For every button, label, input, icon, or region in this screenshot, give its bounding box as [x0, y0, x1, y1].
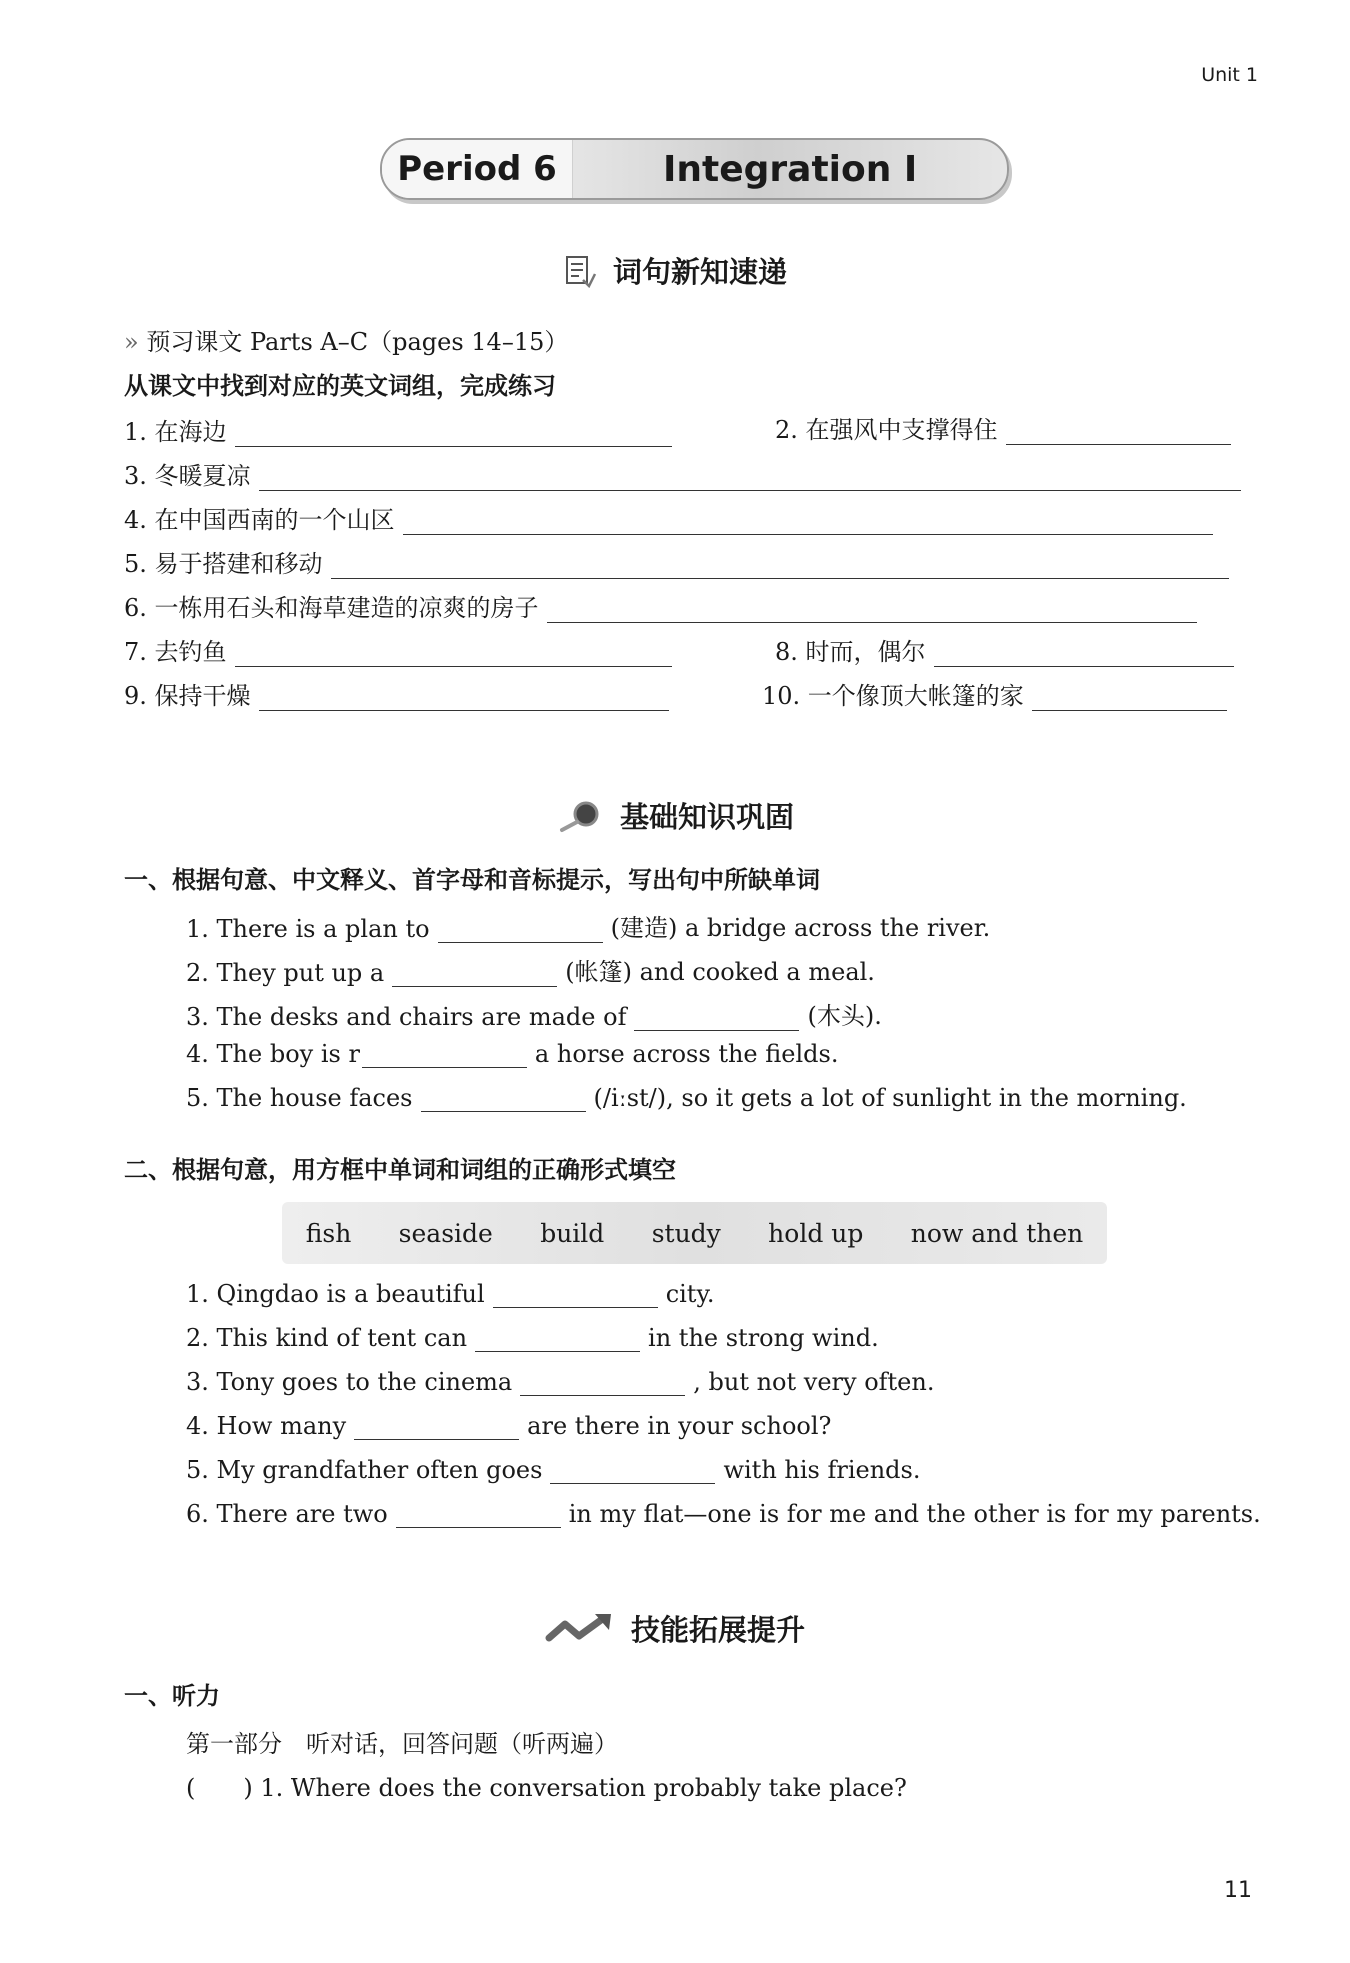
vocab-item: 9. 保持干燥	[124, 676, 669, 711]
listening-question: ( ) 1. Where does the conversation probably take place?	[186, 1774, 907, 1802]
magnifier-icon	[556, 798, 604, 834]
exercise-sentence: 6. There are two in my flat—one is for me and the other is for my parents.	[186, 1500, 1261, 1528]
trend-arrow-icon	[545, 1612, 615, 1646]
answer-blank[interactable]	[520, 1371, 685, 1396]
vocab-item: 4. 在中国西南的一个山区	[124, 500, 1213, 535]
answer-blank[interactable]	[396, 1503, 561, 1528]
answer-blank[interactable]	[259, 464, 1241, 491]
exercise-sentence: 3. Tony goes to the cinema , but not very often.	[186, 1368, 935, 1396]
answer-blank[interactable]	[235, 420, 672, 447]
answer-blank[interactable]	[259, 684, 669, 711]
exercise-sentence: 4. The boy is r a horse across the fields.	[186, 1040, 839, 1068]
listening-subheading: 第一部分 听对话，回答问题（听两遍）	[186, 1730, 618, 1758]
topic-title: Integration I	[663, 148, 918, 190]
vocab-item: 10. 一个像顶大帐篷的家	[762, 676, 1227, 711]
word-bank-item: study	[651, 1218, 721, 1248]
answer-blank[interactable]	[331, 552, 1229, 579]
section-title-text: 基础知识巩固	[619, 800, 794, 834]
word-bank-item: seaside	[398, 1218, 493, 1248]
exercise-sentence: 1. Qingdao is a beautiful city.	[186, 1280, 715, 1308]
preview-text: 预习课文 Parts A–C（pages 14–15）	[146, 328, 569, 356]
period-banner	[380, 138, 1009, 200]
exercise-sentence: 5. My grandfather often goes with his friends.	[186, 1456, 921, 1484]
answer-blank[interactable]	[475, 1327, 640, 1352]
exercise-sentence: 3. The desks and chairs are made of (木头).	[186, 1002, 882, 1031]
section-title-skills	[0, 1608, 1350, 1649]
vocab-item: 8. 时而，偶尔	[775, 632, 1234, 667]
exercise-sentence: 4. How many are there in your school?	[186, 1412, 832, 1440]
preview-note	[124, 322, 568, 357]
answer-blank[interactable]	[634, 1006, 799, 1031]
vocab-item: 5. 易于搭建和移动	[124, 544, 1229, 579]
word-bank-item: build	[540, 1218, 605, 1248]
answer-blank[interactable]	[1006, 418, 1231, 445]
answer-blank[interactable]	[550, 1459, 715, 1484]
exercise-sentence: 1. There is a plan to (建造) a bridge across the river.	[186, 914, 991, 943]
answer-blank[interactable]	[354, 1415, 519, 1440]
exercise-sentence: 5. The house faces (/iːst/), so it gets a lot of sunlight in the morning.	[186, 1084, 1187, 1112]
answer-blank[interactable]	[362, 1043, 527, 1068]
vocab-item: 7. 去钓鱼	[124, 632, 672, 667]
section-title-text: 词句新知速递	[612, 255, 787, 289]
double-chevron-icon: »	[124, 328, 139, 356]
unit-label: Unit 1	[1201, 64, 1258, 86]
section-title-basics	[0, 795, 1350, 836]
vocab-item: 6. 一栋用石头和海草建造的凉爽的房子	[124, 588, 1197, 623]
part2-heading: 二、根据句意，用方框中单词和词组的正确形式填空	[124, 1156, 676, 1184]
vocab-item: 2. 在强风中支撑得住	[775, 410, 1231, 445]
word-bank-item: fish	[305, 1218, 352, 1248]
answer-blank[interactable]	[392, 962, 557, 987]
exercise-sentence: 2. This kind of tent can in the strong wind.	[186, 1324, 879, 1352]
exercise-sentence: 2. They put up a (帐篷) and cooked a meal.	[186, 958, 875, 987]
vocab-item: 3. 冬暖夏凉	[124, 456, 1241, 491]
word-bank-item: now and then	[910, 1218, 1084, 1248]
answer-blank[interactable]	[421, 1087, 586, 1112]
section-title-vocab	[0, 250, 1350, 291]
part1-heading: 一、根据句意、中文释义、首字母和音标提示，写出句中所缺单词	[124, 866, 820, 894]
vocab-item: 1. 在海边	[124, 412, 672, 447]
period-label: Period 6	[382, 140, 573, 198]
answer-blank[interactable]	[438, 918, 603, 943]
answer-blank[interactable]	[934, 640, 1234, 667]
answer-blank[interactable]	[403, 508, 1213, 535]
answer-blank[interactable]	[547, 596, 1197, 623]
answer-blank[interactable]	[493, 1283, 658, 1308]
word-bank-item: hold up	[768, 1218, 864, 1248]
word-bank-box	[282, 1202, 1107, 1264]
section1-instruction: 从课文中找到对应的英文词组，完成练习	[124, 372, 556, 400]
answer-blank[interactable]	[1032, 684, 1227, 711]
notes-icon	[563, 254, 597, 288]
section-title-text: 技能拓展提升	[630, 1613, 805, 1647]
listening-heading: 一、听力	[124, 1682, 220, 1710]
page-number: 11	[1224, 1878, 1252, 1903]
answer-blank[interactable]	[235, 640, 672, 667]
